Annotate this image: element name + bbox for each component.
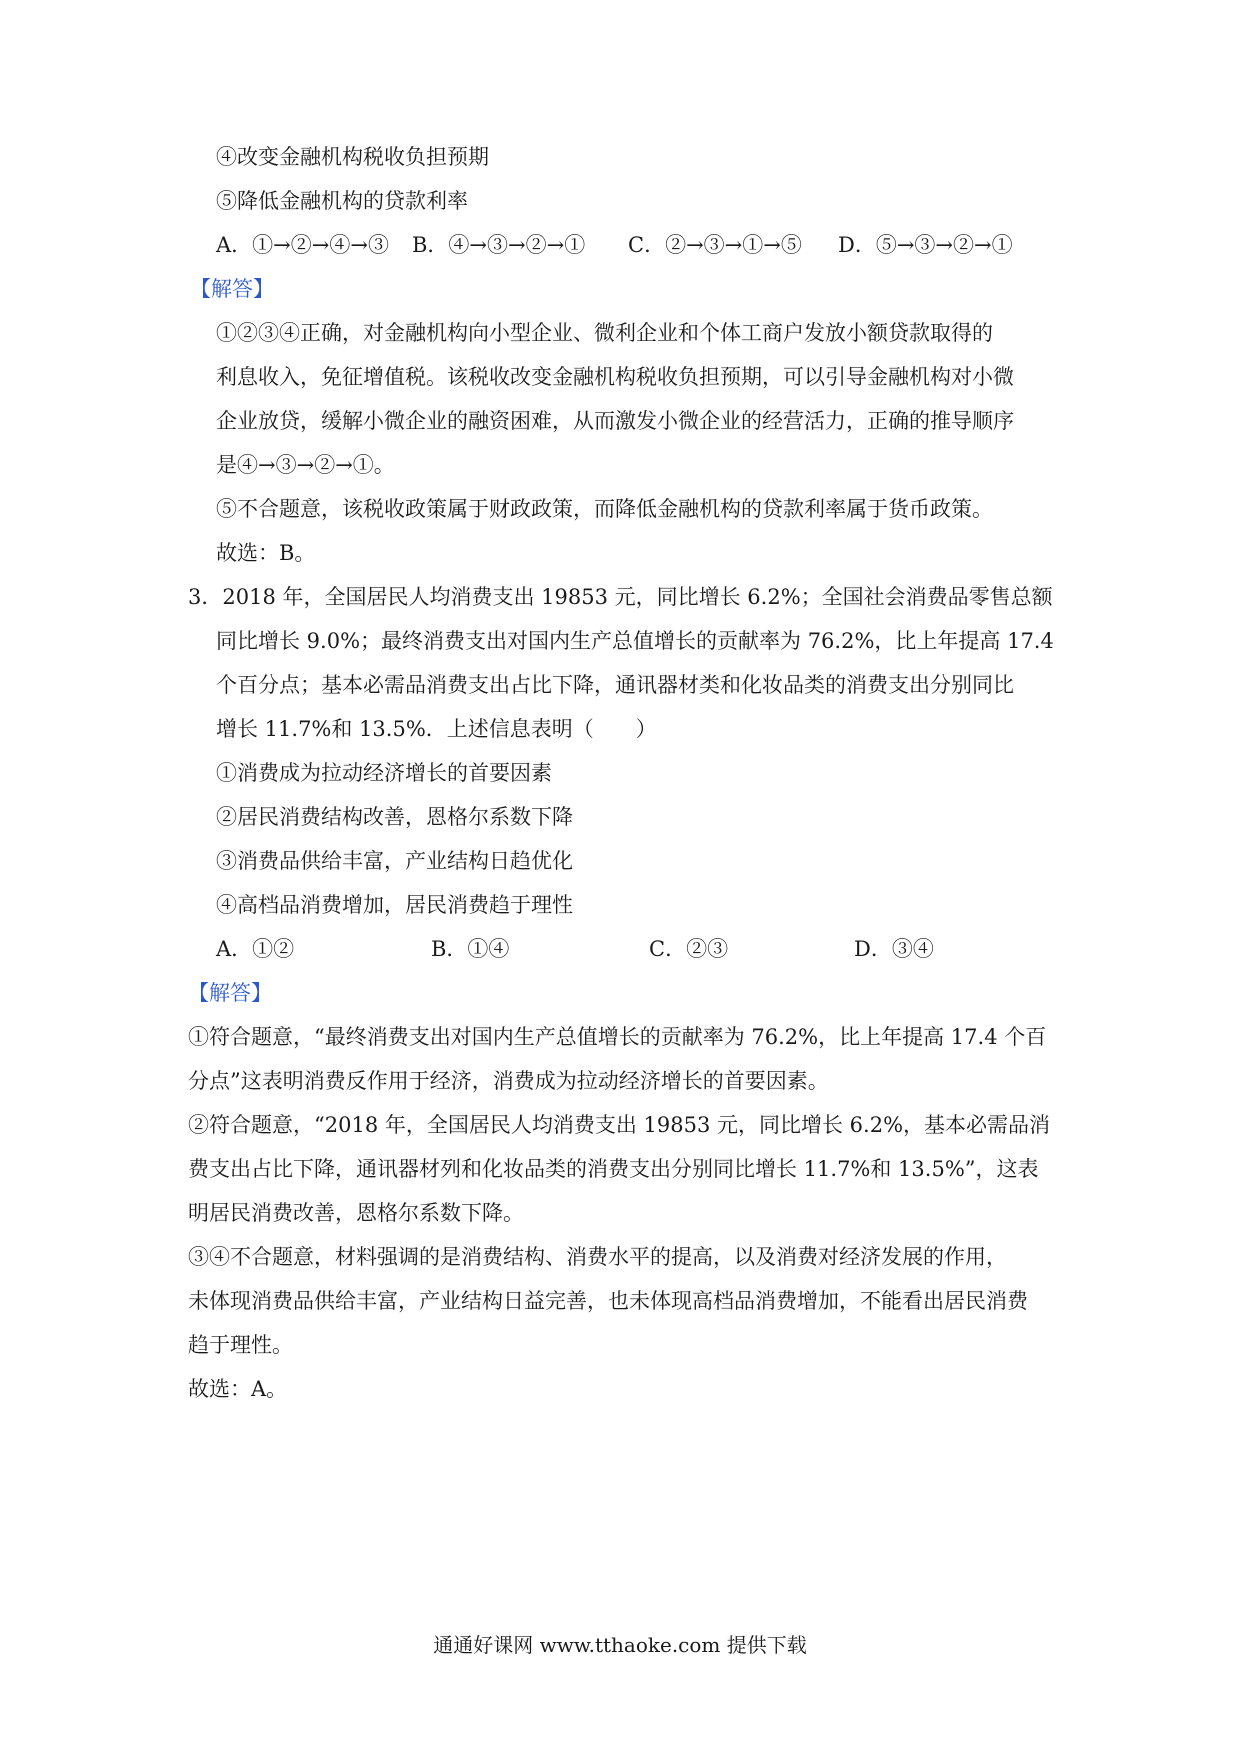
q2-choice-a: A．①→②→④→③ xyxy=(216,233,389,257)
q3-explain-line: 费支出占比下降，通讯器材列和化妆品类的消费支出分别同比增长 11.7%和 13.5%”，这表 xyxy=(188,1157,1039,1181)
q3-option-4: ④高档品消费增加，居民消费趋于理性 xyxy=(216,893,573,917)
q3-explain-line: ③④不合题意，材料强调的是消费结构、消费水平的提高，以及消费对经济发展的作用， xyxy=(188,1245,1007,1269)
q3-stem-line: 3．2018 年，全国居民人均消费支出 19853 元，同比增长 6.2%；全国社会消费品零售总额 xyxy=(188,585,1053,609)
q3-option-2: ②居民消费结构改善，恩格尔系数下降 xyxy=(216,805,573,829)
q3-explain-line: 分点”这表明消费反作用于经济，消费成为拉动经济增长的首要因素。 xyxy=(188,1069,829,1093)
q3-explain-line: ②符合题意，“2018 年，全国居民人均消费支出 19853 元，同比增长 6.2%，基本必需品消 xyxy=(188,1113,1051,1137)
q2-answer-label: 【解答】 xyxy=(190,277,274,301)
q2-choice-c: C．②→③→①→⑤ xyxy=(628,233,802,257)
q3-stem-line: 个百分点；基本必需品消费支出占比下降，通讯器材类和化妆品类的消费支出分别同比 xyxy=(216,673,1014,697)
page-footer: 通通好课网 www.tthaoke.com 提供下载 xyxy=(433,1633,807,1657)
q3-explain-line: ①符合题意，“最终消费支出对国内生产总值增长的贡献率为 76.2%，比上年提高 17.4 个百 xyxy=(188,1025,1047,1049)
q2-explain-line: 企业放贷，缓解小微企业的融资困难，从而激发小微企业的经营活力，正确的推导顺序 xyxy=(216,409,1014,433)
q3-explain-line: 趋于理性。 xyxy=(188,1333,293,1357)
q2-choice-d: D．⑤→③→②→① xyxy=(838,233,1013,257)
q2-conclusion: 故选：B。 xyxy=(216,541,316,565)
q2-choices xyxy=(216,230,1013,260)
q2-explain-line: 利息收入，免征增值税。该税收改变金融机构税收负担预期，可以引导金融机构对小微 xyxy=(216,365,1014,389)
q2-explain-line: ①②③④正确，对金融机构向小型企业、微利企业和个体工商户发放小额贷款取得的 xyxy=(216,321,993,345)
q3-explain-line: 未体现消费品供给丰富，产业结构日益完善，也未体现高档品消费增加，不能看出居民消费 xyxy=(188,1289,1028,1313)
q3-stem-line: 同比增长 9.0%；最终消费支出对国内生产总值增长的贡献率为 76.2%，比上年提高 17.4 xyxy=(216,629,1054,653)
q2-option-5: ⑤降低金融机构的贷款利率 xyxy=(216,189,468,213)
q3-choices xyxy=(216,934,934,964)
q2-explain-line: ⑤不合题意，该税收政策属于财政政策，而降低金融机构的贷款利率属于货币政策。 xyxy=(216,497,993,521)
q2-choice-b: B．④→③→②→① xyxy=(412,233,586,257)
q3-option-1: ①消费成为拉动经济增长的首要因素 xyxy=(216,761,552,785)
q3-choice-b: B．①④ xyxy=(431,937,510,961)
q2-explain-line: 是④→③→②→①。 xyxy=(216,453,395,477)
q3-conclusion: 故选：A。 xyxy=(188,1377,288,1401)
q3-explain-line: 明居民消费改善，恩格尔系数下降。 xyxy=(188,1201,524,1225)
q2-option-4: ④改变金融机构税收负担预期 xyxy=(216,145,489,169)
q3-choice-d: D．③④ xyxy=(854,937,934,961)
q3-option-3: ③消费品供给丰富，产业结构日趋优化 xyxy=(216,849,573,873)
q3-choice-c: C．②③ xyxy=(649,937,729,961)
q3-answer-label: 【解答】 xyxy=(188,981,272,1005)
q3-choice-a: A．①② xyxy=(216,937,295,961)
q3-stem-line: 增长 11.7%和 13.5%．上述信息表明（ ） xyxy=(216,717,657,741)
